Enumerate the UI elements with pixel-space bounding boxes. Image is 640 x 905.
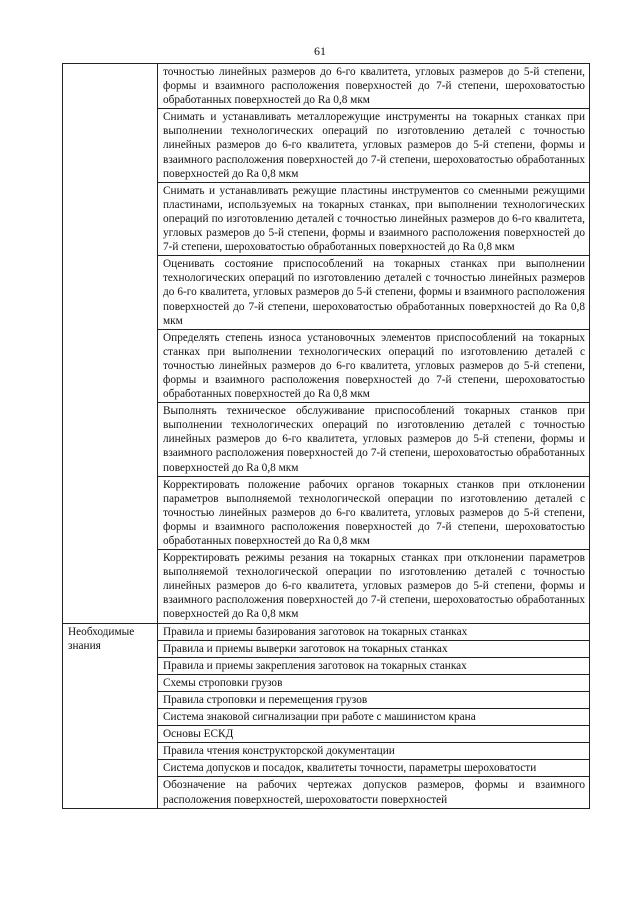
- knowledge-cell: Основы ЕСКД: [158, 726, 590, 743]
- knowledge-cell: Обозначение на рабочих чертежах допусков размеров, формы и взаимного расположения поверхностей, шероховатости поверхностей: [158, 777, 590, 808]
- knowledge-cell: Правила и приемы базирования заготовок на токарных станках: [158, 623, 590, 640]
- table-row: [63, 623, 590, 640]
- competency-table: [62, 63, 590, 809]
- knowledge-cell: Правила чтения конструкторской документации: [158, 743, 590, 760]
- skill-cell: точностью линейных размеров до 6-го квалитета, угловых размеров до 5-й степени, формы и взаимного расположения поверхностей до 7-й степени, шероховатостью обработанных поверхностей до Ra 0,8 мкм: [158, 64, 590, 109]
- knowledge-cell: Система знаковой сигнализации при работе с машинистом крана: [158, 709, 590, 726]
- knowledge-cell: Система допусков и посадок, квалитеты точности, параметры шероховатости: [158, 760, 590, 777]
- skill-cell: Корректировать режимы резания на токарных станках при отклонении параметров выполняемой технологической операции по изготовлению деталей с точностью линейных размеров до 6-го квалитета, угловых размеров до 5-й степени, формы и взаимного расположения поверхностей до 7-й степени, шероховатостью обработанных поверхностей до Ra 0,8 мкм: [158, 550, 590, 623]
- skill-cell: Снимать и устанавливать режущие пластины инструментов со сменными режущими пластинами, используемых на токарных станках, при выполнении технологических операций по изготовлению деталей с точностью линейных размеров до 6-го квалитета, угловых размеров до 5-й степени, формы и взаимного расположения поверхностей до 7-й степени, шероховатостью обработанных поверхностей до Ra 0,8 мкм: [158, 182, 590, 255]
- skill-cell: Определять степень износа установочных элементов приспособлений на токарных станках при выполнении технологических операций по изготовлению деталей с точностью линейных размеров до 6-го квалитета, угловых размеров до 5-й степени, формы и взаимного расположения поверхностей до 7-й степени, шероховатостью обработанных поверхностей до Ra 0,8 мкм: [158, 329, 590, 402]
- skill-cell: Корректировать положение рабочих органов токарных станков при отклонении параметров выполняемой технологической операции по изготовлению деталей с точностью линейных размеров до 6-го квалитета, угловых размеров до 5-й степени, формы и взаимного расположения поверхностей до 7-й степени, шероховатостью обработанных поверхностей до Ra 0,8 мкм: [158, 476, 590, 549]
- skill-cell: Оценивать состояние приспособлений на токарных станках при выполнении технологических операций по изготовлению деталей с точностью линейных размеров до 6-го квалитета, угловых размеров до 5-й степени, формы и взаимного расположения поверхностей до 7-й степени, шероховатостью обработанных поверхностей до Ra 0,8 мкм: [158, 256, 590, 329]
- knowledge-cell: Схемы строповки грузов: [158, 674, 590, 691]
- knowledge-cell: Правила строповки и перемещения грузов: [158, 691, 590, 708]
- knowledge-label: Необходимые знания: [63, 623, 158, 808]
- skill-cell: Выполнять техническое обслуживание приспособлений токарных станков при выполнении технологических операций по изготовлению деталей с точностью линейных размеров до 6-го квалитета, угловых размеров до 5-й степени, формы и взаимного расположения поверхностей до 7-й степени, шероховатостью обработанных поверхностей до Ra 0,8 мкм: [158, 403, 590, 476]
- table-row: [63, 64, 590, 109]
- skill-cell: Снимать и устанавливать металлорежущие инструменты на токарных станках при выполнении технологических операций по изготовлению деталей с точностью линейных размеров до 6-го квалитета, угловых размеров до 5-й степени, формы и взаимного расположения поверхностей до 7-й степени, шероховатостью обработанных поверхностей до Ra 0,8 мкм: [158, 109, 590, 182]
- page-number: 61: [314, 44, 326, 58]
- knowledge-cell: Правила и приемы выверки заготовок на токарных станках: [158, 640, 590, 657]
- knowledge-cell: Правила и приемы закрепления заготовок на токарных станках: [158, 657, 590, 674]
- skills-label-cell: [63, 64, 158, 624]
